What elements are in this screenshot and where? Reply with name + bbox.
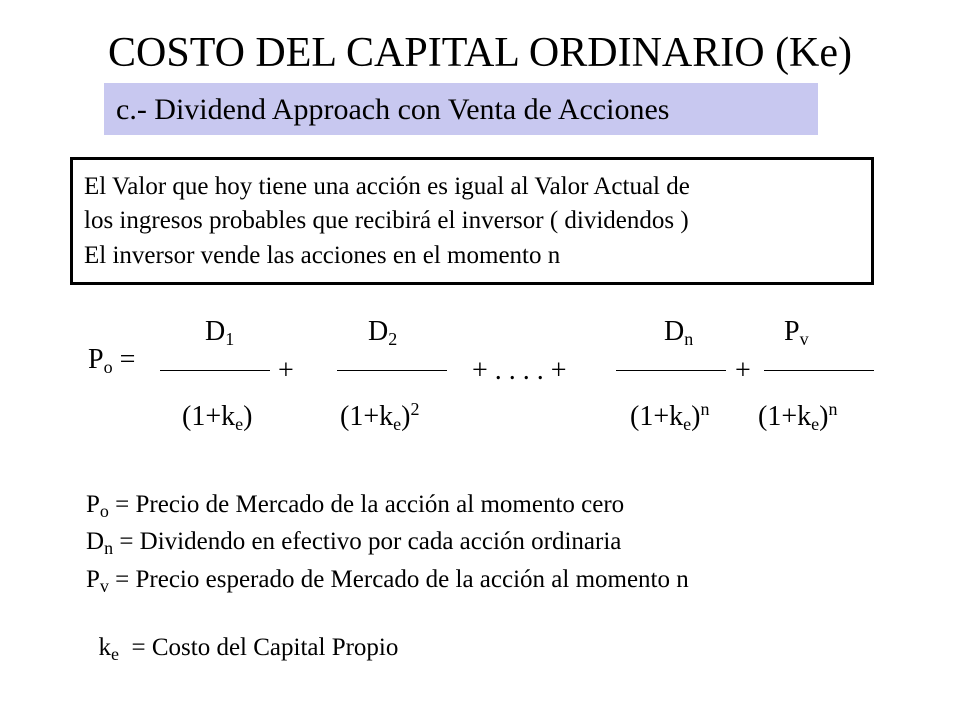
page-title: COSTO DEL CAPITAL ORDINARIO (Ke) [107,30,853,76]
definition-line-2: los ingresos probables que recibirá el inversor ( dividendos ) [84,207,689,234]
term-3-denominator: $(1+ke)^n$ [630,399,710,434]
plus-1: + [278,355,294,386]
legend-item-pv: $P_v$ = Precio esperado de Mercado de la acción al momento n [86,566,689,596]
definition-line-1: El Valor que hoy tiene una acción es igual al Valor Actual de [84,173,690,200]
legend-item-po: $P_o$ = Precio de Mercado de la acción al momento cero [86,491,625,521]
term-4-numerator: Pv [784,316,809,349]
term-1-numerator: D1 [205,316,235,349]
term-1-denominator: (1+ke) [182,401,253,434]
plus-2: + [735,355,751,386]
term-4-fraction-line [764,370,874,371]
term-2-fraction-line [337,370,447,371]
term-1-fraction-line [160,370,270,371]
subtitle: c.- Dividend Approach con Venta de Acciones [116,93,670,126]
term-2-numerator: D2 [368,316,398,349]
formula-lhs: Po = [88,344,136,377]
legend-item-ke: $k_e$ = Costo del Capital Propio [98,634,399,664]
term-3-fraction-line [616,370,726,371]
term-3-numerator: Dn [664,316,694,349]
term-4-denominator: $(1+ke)^n$ [758,399,838,434]
term-2-denominator: $(1+ke)^2$ [340,399,420,434]
ellipsis-plus: + . . . . + [472,355,567,386]
legend-item-dn: $D_n$ = Dividendo en efectivo por cada acción ordinaria [86,528,622,558]
definition-line-3: El inversor vende las acciones en el momento n [84,242,561,269]
